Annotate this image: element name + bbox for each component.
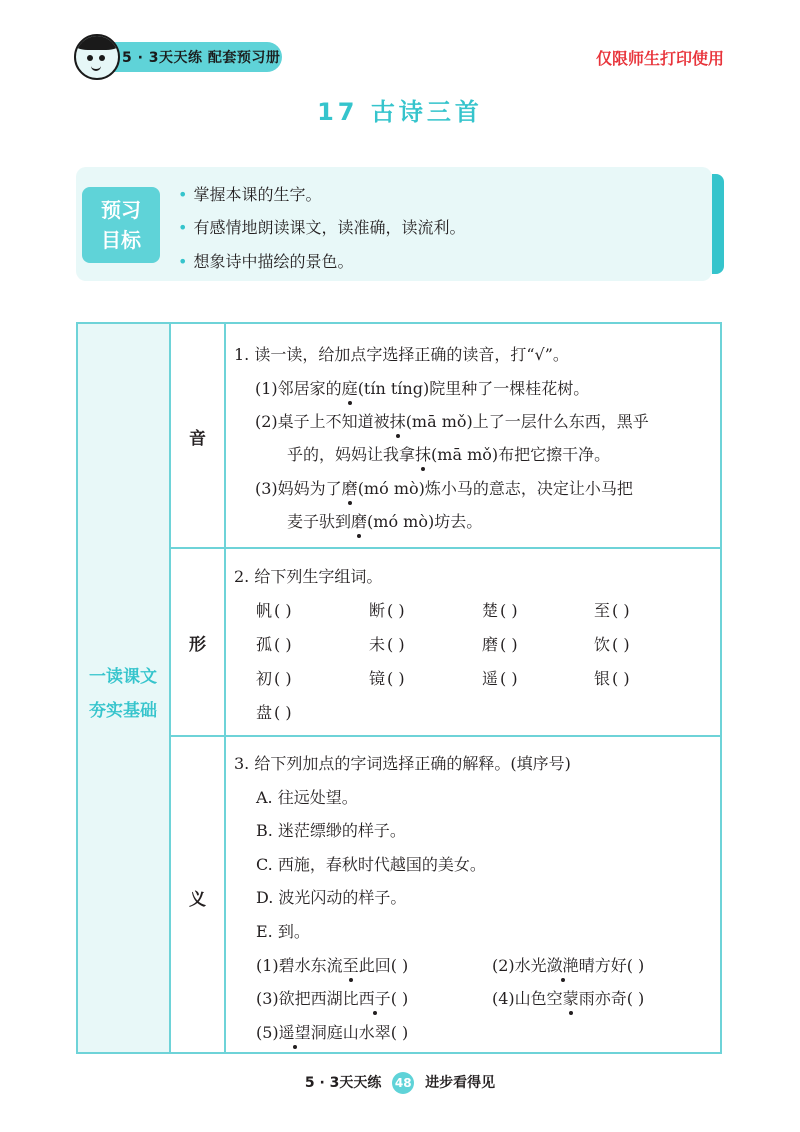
dotted-char: 磨 bbox=[351, 509, 367, 532]
q3-item: (5)遥望洞庭山水翠( ) bbox=[256, 1020, 408, 1043]
goal-item: • 掌握本课的生字。 bbox=[178, 185, 322, 204]
word-blank[interactable]: 镜 ( ) bbox=[369, 669, 405, 688]
option-d: D. 波光闪动的样子。 bbox=[256, 888, 407, 907]
word-blank[interactable]: 孤 ( ) bbox=[256, 635, 292, 654]
lesson-title: 17 古诗三首 bbox=[317, 98, 483, 126]
question-2-stem: 2. 给下列生字组词。 bbox=[234, 567, 383, 586]
option-e: E. 到。 bbox=[256, 922, 310, 941]
preview-box-tab bbox=[712, 174, 724, 274]
option-c: C. 西施，春秋时代越国的美女。 bbox=[256, 855, 486, 874]
q1-line: 麦子驮到磨(mó mò)坊去。 bbox=[287, 509, 482, 532]
dotted-char: 潋滟 bbox=[547, 953, 579, 976]
badge-line-1: 预习 bbox=[101, 198, 141, 222]
word-blank[interactable]: 盘 ( ) bbox=[256, 703, 292, 722]
goal-item: • 有感情地朗读课文，读准确，读流利。 bbox=[178, 218, 466, 237]
page-footer bbox=[0, 1072, 800, 1094]
bullet-icon: • bbox=[178, 218, 188, 237]
footer-brand: 5 · 3天天练 bbox=[304, 1075, 382, 1091]
word-blank[interactable]: 磨 ( ) bbox=[482, 635, 518, 654]
option-a: A. 往远处望。 bbox=[256, 788, 358, 807]
dotted-char: 磨 bbox=[342, 476, 358, 499]
word-blank[interactable]: 银 ( ) bbox=[594, 669, 630, 688]
q1-line: (1)邻居家的庭(tín tíng)院里种了一棵桂花树。 bbox=[255, 376, 589, 399]
q1-line: (2)桌子上不知道被抹(mā mǒ)上了一层什么东西，黑乎 bbox=[255, 409, 649, 432]
q3-item: (2)水光潋滟晴方好( ) bbox=[492, 953, 644, 976]
print-notice: 仅限师生打印使用 bbox=[595, 49, 724, 68]
dotted-char: 蒙 bbox=[563, 986, 579, 1009]
dotted-char: 至 bbox=[343, 953, 359, 976]
q3-item: (1)碧水东流至此回( ) bbox=[256, 953, 408, 976]
page-number: 48 bbox=[392, 1072, 414, 1094]
question-1-stem: 1. 读一读，给加点字选择正确的读音，打“√”。 bbox=[234, 345, 569, 364]
goal-item: • 想象诗中描绘的景色。 bbox=[178, 252, 354, 271]
row-divider bbox=[169, 547, 722, 549]
row-divider bbox=[169, 735, 722, 737]
bullet-icon: • bbox=[178, 185, 188, 204]
word-blank[interactable]: 未 ( ) bbox=[369, 635, 405, 654]
mascot-avatar-icon bbox=[74, 34, 120, 80]
word-blank[interactable]: 饮 ( ) bbox=[594, 635, 630, 654]
dotted-char: 庭 bbox=[342, 376, 358, 399]
word-blank[interactable]: 帆 ( ) bbox=[256, 601, 292, 620]
badge-line-2: 目标 bbox=[101, 228, 141, 252]
word-blank[interactable]: 断 ( ) bbox=[369, 601, 405, 620]
q1-line: (3)妈妈为了磨(mó mò)炼小马的意志，决定让小马把 bbox=[255, 476, 633, 499]
category-sound: 音 bbox=[189, 429, 206, 449]
dotted-char: 抹 bbox=[415, 442, 431, 465]
option-b: B. 迷茫缥缈的样子。 bbox=[256, 821, 406, 840]
header-title: 5 · 3天天练 配套预习册 bbox=[122, 50, 281, 66]
dotted-char: 抹 bbox=[390, 409, 406, 432]
preview-goals-badge bbox=[82, 187, 160, 263]
section-label: 一读课文 夯实基础 bbox=[89, 667, 157, 721]
question-3-stem: 3. 给下列加点的字词选择正确的解释。(填序号) bbox=[234, 754, 571, 773]
word-blank[interactable]: 遥 ( ) bbox=[482, 669, 518, 688]
q1-line: 乎的，妈妈让我拿抹(mā mǒ)布把它擦干净。 bbox=[287, 442, 610, 465]
q3-item: (3)欲把西湖比西子( ) bbox=[256, 986, 408, 1009]
bullet-icon: • bbox=[178, 252, 188, 271]
word-blank[interactable]: 初 ( ) bbox=[256, 669, 292, 688]
footer-slogan: 进步看得见 bbox=[425, 1075, 496, 1091]
dotted-char: 西子 bbox=[359, 986, 391, 1009]
dotted-char: 遥望 bbox=[279, 1020, 311, 1043]
word-blank[interactable]: 至 ( ) bbox=[594, 601, 630, 620]
category-meaning: 义 bbox=[189, 890, 206, 910]
category-shape: 形 bbox=[189, 635, 206, 655]
word-blank[interactable]: 楚 ( ) bbox=[482, 601, 518, 620]
q3-item: (4)山色空蒙雨亦奇( ) bbox=[492, 986, 644, 1009]
